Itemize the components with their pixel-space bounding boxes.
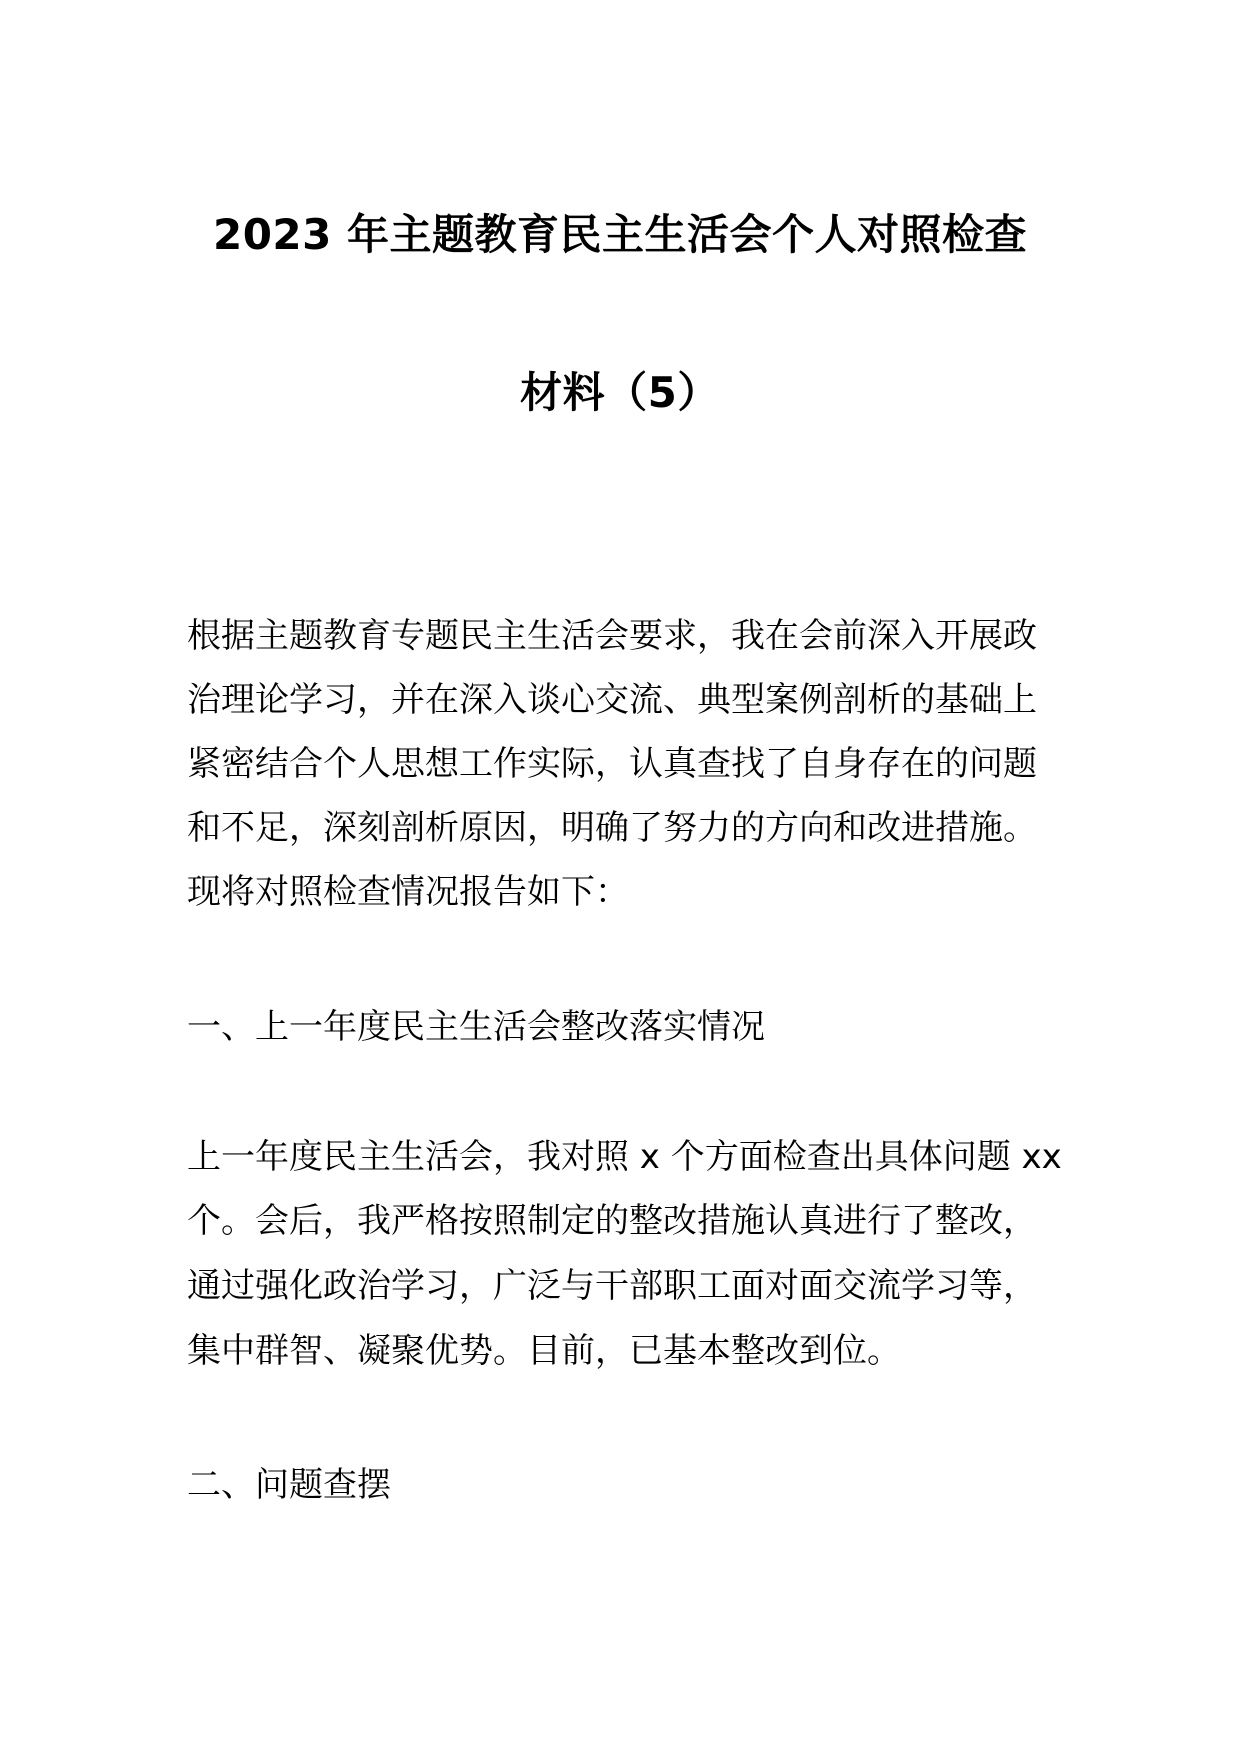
intro-paragraph-line-5: 现将对照检查情况报告如下： [187,872,629,912]
document-title-line-1: 2023 年主题教育民主生活会个人对照检查 [212,210,1028,259]
intro-paragraph-line-4: 和不足，深刻剖析原因，明确了努力的方向和改进措施。 [187,808,1037,848]
section-1-line-4: 集中群智、凝聚优势。目前，已基本整改到位。 [187,1331,901,1371]
document-title-line-2: 材料（5） [520,368,720,417]
intro-paragraph-line-1: 根据主题教育专题民主生活会要求，我在会前深入开展政 [187,616,1037,656]
section-2-heading: 二、问题查摆 [187,1465,391,1505]
section-1-line-1: 上一年度民主生活会，我对照 x 个方面检查出具体问题 xx [187,1137,1062,1177]
intro-paragraph-line-3: 紧密结合个人思想工作实际，认真查找了自身存在的问题 [187,744,1037,784]
section-1-heading: 一、上一年度民主生活会整改落实情况 [187,1007,765,1047]
section-1-line-2: 个。会后，我严格按照制定的整改措施认真进行了整改， [187,1201,1037,1241]
section-1-line-3: 通过强化政治学习，广泛与干部职工面对面交流学习等， [187,1266,1037,1306]
intro-paragraph-line-2: 治理论学习，并在深入谈心交流、典型案例剖析的基础上 [187,680,1037,720]
